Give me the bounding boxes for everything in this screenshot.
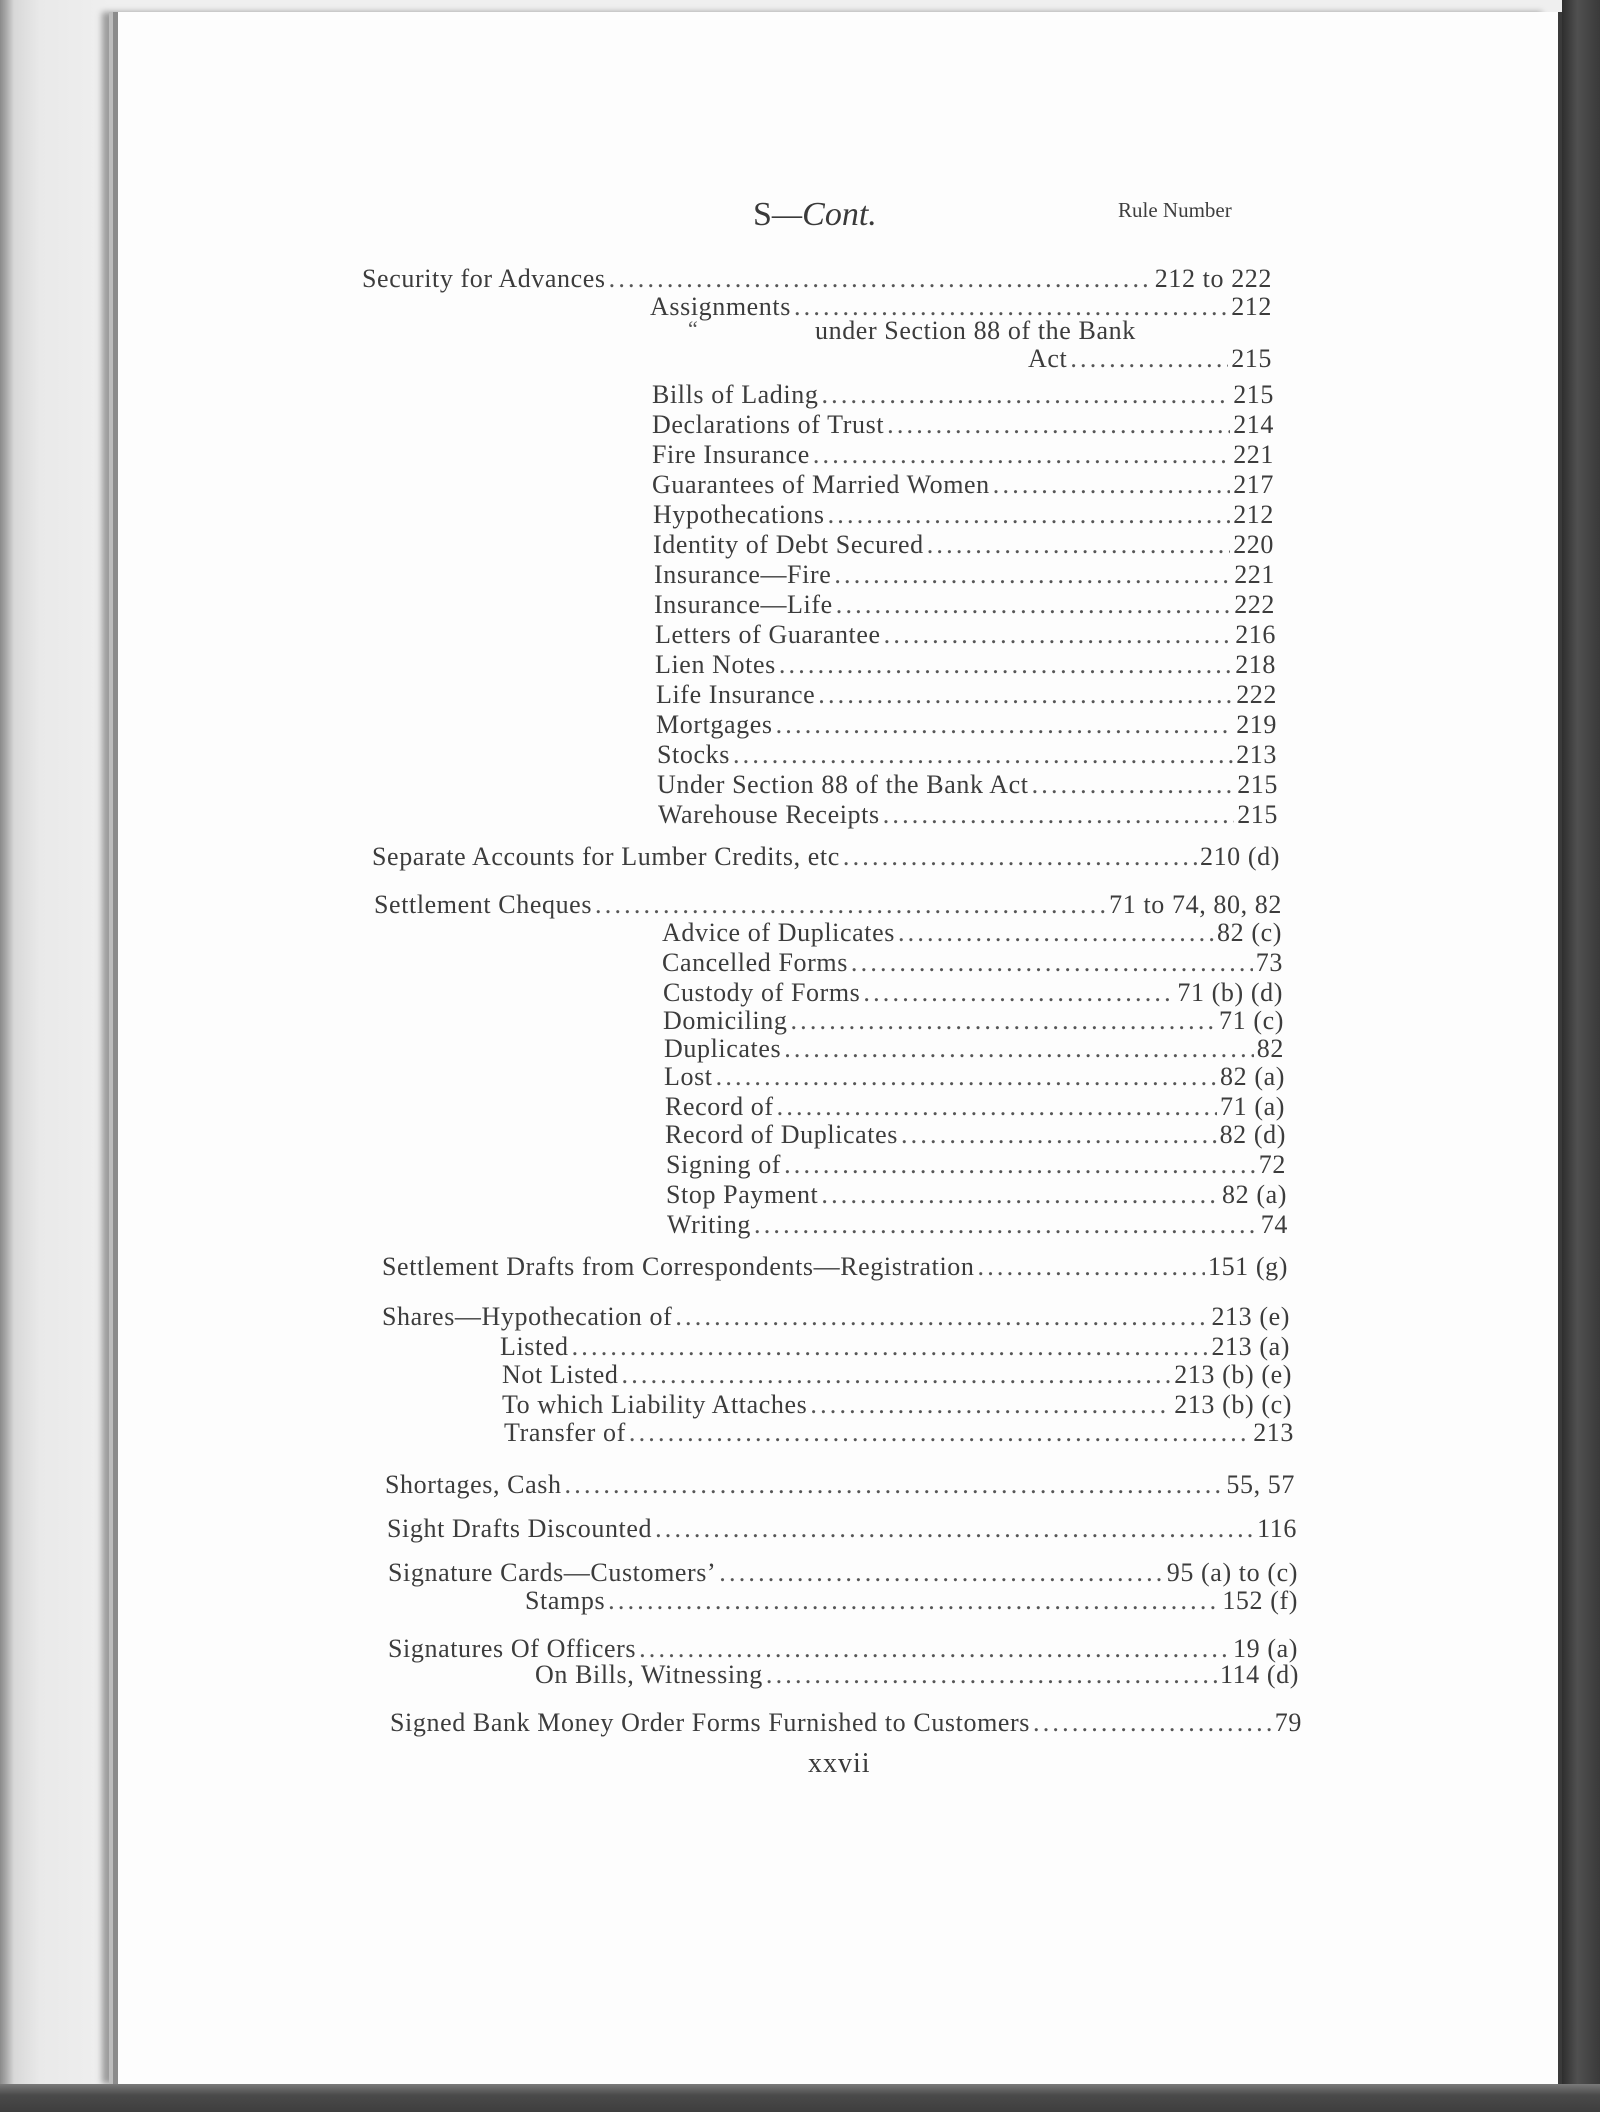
entry-rule-number: 71 (a)	[1220, 1092, 1285, 1121]
entry-rule-number: 220	[1233, 530, 1274, 559]
index-subentry	[652, 440, 1274, 470]
entry-label: Domiciling	[663, 1006, 788, 1035]
index-subentry-label: under Section 88 of the Bank	[815, 316, 1136, 345]
scanner-bed-edge	[0, 2084, 1600, 2112]
entry-rule-number: 114 (d)	[1219, 1660, 1299, 1689]
index-entry	[387, 1514, 1297, 1544]
entry-rule-number: 72	[1258, 1150, 1286, 1179]
entry-rule-number: 151 (g)	[1207, 1252, 1288, 1281]
entry-rule-number: 213 (b) (e)	[1174, 1360, 1292, 1389]
index-subentry	[666, 1150, 1286, 1180]
entry-label: Signatures Of Officers	[388, 1634, 637, 1663]
entry-label: Warehouse Receipts	[658, 800, 880, 829]
index-subentry	[502, 1390, 1292, 1420]
entry-rule-number: 212 to 222	[1154, 264, 1272, 293]
entry-rule-number: 152 (f)	[1222, 1586, 1298, 1615]
entry-rule-number: 82 (a)	[1220, 1062, 1285, 1091]
index-subentry	[664, 1062, 1285, 1092]
entry-label: Insurance—Life	[654, 590, 833, 619]
index-subentry	[662, 948, 1283, 978]
entry-label: Transfer of	[504, 1418, 626, 1447]
index-entry	[390, 1708, 1302, 1738]
entry-rule-number: 215	[1233, 380, 1274, 409]
index-subentry	[664, 1034, 1284, 1064]
ditto-mark: “	[688, 316, 698, 341]
index-entry	[382, 1252, 1288, 1282]
rule-number-column-label: Rule Number	[1118, 198, 1232, 222]
index-subentry	[500, 1332, 1290, 1362]
entry-rule-number: 71 to 74, 80, 82	[1109, 890, 1282, 919]
entry-label: On Bills, Witnessing	[535, 1660, 763, 1689]
index-subentry	[658, 800, 1278, 830]
entry-rule-number: 212	[1231, 292, 1272, 321]
index-subentry	[663, 978, 1283, 1008]
entry-rule-number: 82 (c)	[1217, 918, 1282, 947]
index-subentry	[662, 918, 1282, 948]
index-entry	[362, 264, 1272, 294]
entry-label: Declarations of Trust	[652, 410, 885, 439]
entry-rule-number: 215	[1237, 800, 1278, 829]
entry-label: Assignments	[650, 292, 791, 321]
entry-rule-number: 82	[1256, 1034, 1284, 1063]
book-cover-edge	[1562, 0, 1600, 2112]
entry-label: Stop Payment	[666, 1180, 819, 1209]
entry-label: Stocks	[657, 740, 730, 769]
index-subentry	[504, 1418, 1294, 1448]
entry-label: Custody of Forms	[663, 978, 861, 1007]
index-entry	[374, 890, 1282, 920]
index-subentry	[656, 710, 1277, 740]
index-subentry	[654, 590, 1275, 620]
section-cont: —Cont.	[771, 196, 877, 233]
index-subentry	[657, 770, 1278, 800]
index-subentry	[655, 620, 1276, 650]
entry-rule-number: 213	[1253, 1418, 1294, 1447]
entry-label: To which Liability Attaches	[502, 1390, 808, 1419]
entry-label: Signing of	[666, 1150, 782, 1179]
entry-label: Lost	[664, 1062, 713, 1091]
entry-label: Record of	[665, 1092, 774, 1121]
index-entry	[388, 1558, 1298, 1588]
index-subentry	[654, 560, 1275, 590]
entry-label: Separate Accounts for Lumber Credits, etc	[372, 842, 840, 871]
entry-rule-number: 215	[1231, 344, 1272, 373]
entry-label: Settlement Cheques	[374, 890, 593, 919]
index-subentry	[665, 1092, 1285, 1122]
entry-rule-number: 221	[1234, 560, 1275, 589]
entry-rule-number: 71 (c)	[1219, 1006, 1284, 1035]
entry-label: Hypothecations	[653, 500, 825, 529]
entry-label: Settlement Drafts from Correspondents—Registration	[382, 1252, 975, 1281]
entry-label: Bills of Lading	[652, 380, 819, 409]
entry-label: Writing	[667, 1210, 752, 1239]
entry-rule-number: 215	[1237, 770, 1278, 799]
entry-rule-number: 116	[1257, 1514, 1297, 1543]
index-subentry	[652, 380, 1274, 410]
entry-rule-number: 95 (a) to (c)	[1166, 1558, 1298, 1587]
entry-rule-number: 214	[1233, 410, 1274, 439]
entry-rule-number: 216	[1235, 620, 1276, 649]
entry-rule-number: 79	[1274, 1708, 1302, 1737]
entry-label: Life Insurance	[656, 680, 816, 709]
entry-rule-number: 221	[1233, 440, 1274, 469]
entry-label: Security for Advances	[362, 264, 606, 293]
entry-label: Fire Insurance	[652, 440, 810, 469]
entry-rule-number: 213 (e)	[1211, 1302, 1290, 1331]
entry-label: Under Section 88 of the Bank Act	[657, 770, 1029, 799]
index-subentry	[653, 500, 1274, 530]
entry-label: Letters of Guarantee	[655, 620, 881, 649]
entry-label: Lien Notes	[655, 650, 776, 679]
entry-rule-number: 55, 57	[1226, 1470, 1295, 1499]
entry-label: Sight Drafts Discounted	[387, 1514, 653, 1543]
entry-label: Not Listed	[502, 1360, 619, 1389]
entry-label: Duplicates	[664, 1034, 782, 1063]
entry-rule-number: 213	[1236, 740, 1277, 769]
entry-label: Insurance—Fire	[654, 560, 832, 589]
entry-rule-number: 73	[1255, 948, 1283, 977]
index-subentry	[502, 1360, 1292, 1390]
entry-label: Stamps	[525, 1586, 606, 1615]
entry-rule-number: 210 (d)	[1199, 842, 1280, 871]
section-header	[753, 196, 877, 234]
entry-rule-number: 222	[1236, 680, 1277, 709]
entry-rule-number: 82 (a)	[1222, 1180, 1287, 1209]
index-subentry	[655, 650, 1276, 680]
entry-rule-number: 82 (d)	[1219, 1120, 1286, 1149]
entry-label: Guarantees of Married Women	[652, 470, 990, 499]
entry-label: Record of Duplicates	[665, 1120, 898, 1149]
entry-rule-number: 217	[1233, 470, 1274, 499]
entry-rule-number: 213 (b) (c)	[1174, 1390, 1292, 1419]
index-entry	[385, 1470, 1295, 1500]
entry-label: Signed Bank Money Order Forms Furnished to Customers	[390, 1708, 1031, 1737]
entry-rule-number: 71 (b) (d)	[1177, 978, 1283, 1007]
index-subentry	[663, 1006, 1284, 1036]
index-subentry	[525, 1586, 1298, 1616]
index-subentry	[535, 1660, 1299, 1690]
index-subentry	[652, 410, 1274, 440]
entry-label: Shares—Hypothecation of	[382, 1302, 673, 1331]
entry-rule-number: 218	[1235, 650, 1276, 679]
entry-label: Shortages, Cash	[385, 1470, 562, 1499]
index-subentry	[1028, 344, 1272, 374]
page-number: xxvii	[808, 1748, 871, 1779]
entry-label: Cancelled Forms	[662, 948, 848, 977]
index-subentry	[665, 1120, 1286, 1150]
entry-rule-number: 213 (a)	[1211, 1332, 1290, 1361]
entry-rule-number: 219	[1236, 710, 1277, 739]
entry-rule-number: 74	[1260, 1210, 1288, 1239]
index-entry	[372, 842, 1280, 872]
entry-label: Signature Cards—Customers’	[388, 1558, 717, 1587]
index-subentry	[656, 680, 1277, 710]
entry-label: Mortgages	[656, 710, 773, 739]
index-subentry	[666, 1180, 1287, 1210]
entry-label: Act	[1028, 344, 1068, 373]
entry-rule-number: 212	[1233, 500, 1274, 529]
index-subentry	[653, 530, 1274, 560]
index-entry	[382, 1302, 1290, 1332]
entry-rule-number: 19 (a)	[1233, 1634, 1298, 1663]
entry-label: Listed	[500, 1332, 569, 1361]
entry-label: Advice of Duplicates	[662, 918, 895, 947]
index-subentry	[652, 470, 1274, 500]
section-letter: S	[753, 196, 772, 233]
index-subentry	[657, 740, 1277, 770]
entry-label: Identity of Debt Secured	[653, 530, 924, 559]
index-subentry	[667, 1210, 1288, 1240]
entry-rule-number: 222	[1234, 590, 1275, 619]
